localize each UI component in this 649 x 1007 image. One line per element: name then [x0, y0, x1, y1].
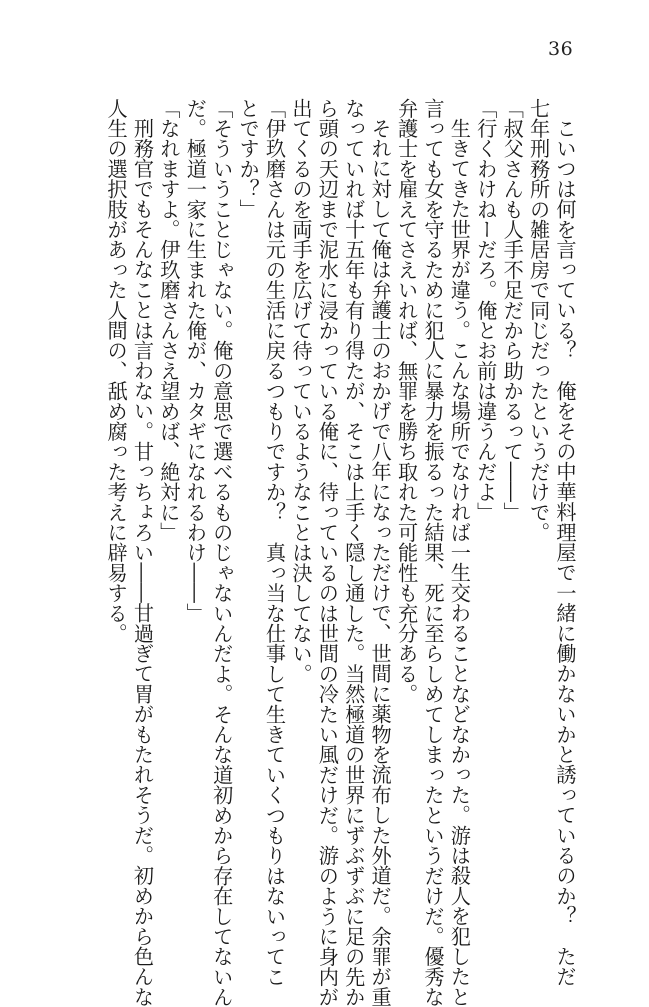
dialogue-line: 「そういうことじゃない。俺の意思で選べるものじゃないんだよ。そんな道初めから存在してないん — [209, 98, 234, 1007]
text-line: 出てくるのを両手を広げて待っているようなことは決してない。 — [288, 98, 313, 684]
text-line: こいつは何を言っている？ 俺をその中華料理屋で一緒に働かないかと誘っているのか？ ただ — [553, 118, 577, 987]
vertical-body-text — [103, 98, 578, 1007]
text-line: 七年刑務所の雑居房で同じだったというだけで。 — [526, 98, 551, 543]
dialogue-line: だ。極道一家に生まれた俺が、カタギになれるわけ――」 — [183, 98, 208, 624]
dialogue-line: 「伊玖磨さんは元の生活に戻るつもりですか？ 真っ当な仕事して生きていくつもりはないってこ — [262, 98, 287, 987]
text-line: 刑務官でもそんなことは言わない。甘っちょろい――甘過ぎて胃がもたれそうだ。初めから色んな — [130, 118, 155, 1007]
text-line: 生きてきた世界が違う。こんな場所でなければ一生交わることなどなかった。游は殺人を犯したと — [447, 118, 472, 1007]
text-line: 弁護士を雇えてさえいれば、無罪を勝ち取れた可能性も充分ある。 — [394, 98, 419, 704]
text-line: 言っても女を守るために犯人に暴力を振るった結果、死に至らしめてしまったというだけだ。優秀な — [420, 98, 445, 1007]
dialogue-line: 「行くわけねーだろ。俺とお前は違うんだよ」 — [473, 98, 498, 523]
text-line: それに対して俺は弁護士のおかげで八年になっただけで、世間に薬物を流布した外道だ。余罪が重 — [368, 118, 393, 1007]
dialogue-line: 「なれますよ。伊玖磨さんさえ望めば、絶対に」 — [156, 98, 181, 543]
dialogue-line: とですか？」 — [236, 98, 261, 220]
text-line: なっていれば十五年も有り得たが、そこは上手く隠し通した。当然極道の世界にずぶずぶに足の先か — [341, 98, 366, 1007]
text-line: ら頭の天辺まで泥水に浸かっている俺に、待っているのは世間の冷たい風だけだ。游のように身内が — [315, 98, 340, 1007]
page-number: 36 — [548, 38, 574, 60]
text-line: 人生の選択肢があった人間の、舐め腐った考えに辟易する。 — [104, 98, 129, 644]
dialogue-line: 「叔父さんも人手不足だから助かるって――」 — [500, 98, 525, 523]
